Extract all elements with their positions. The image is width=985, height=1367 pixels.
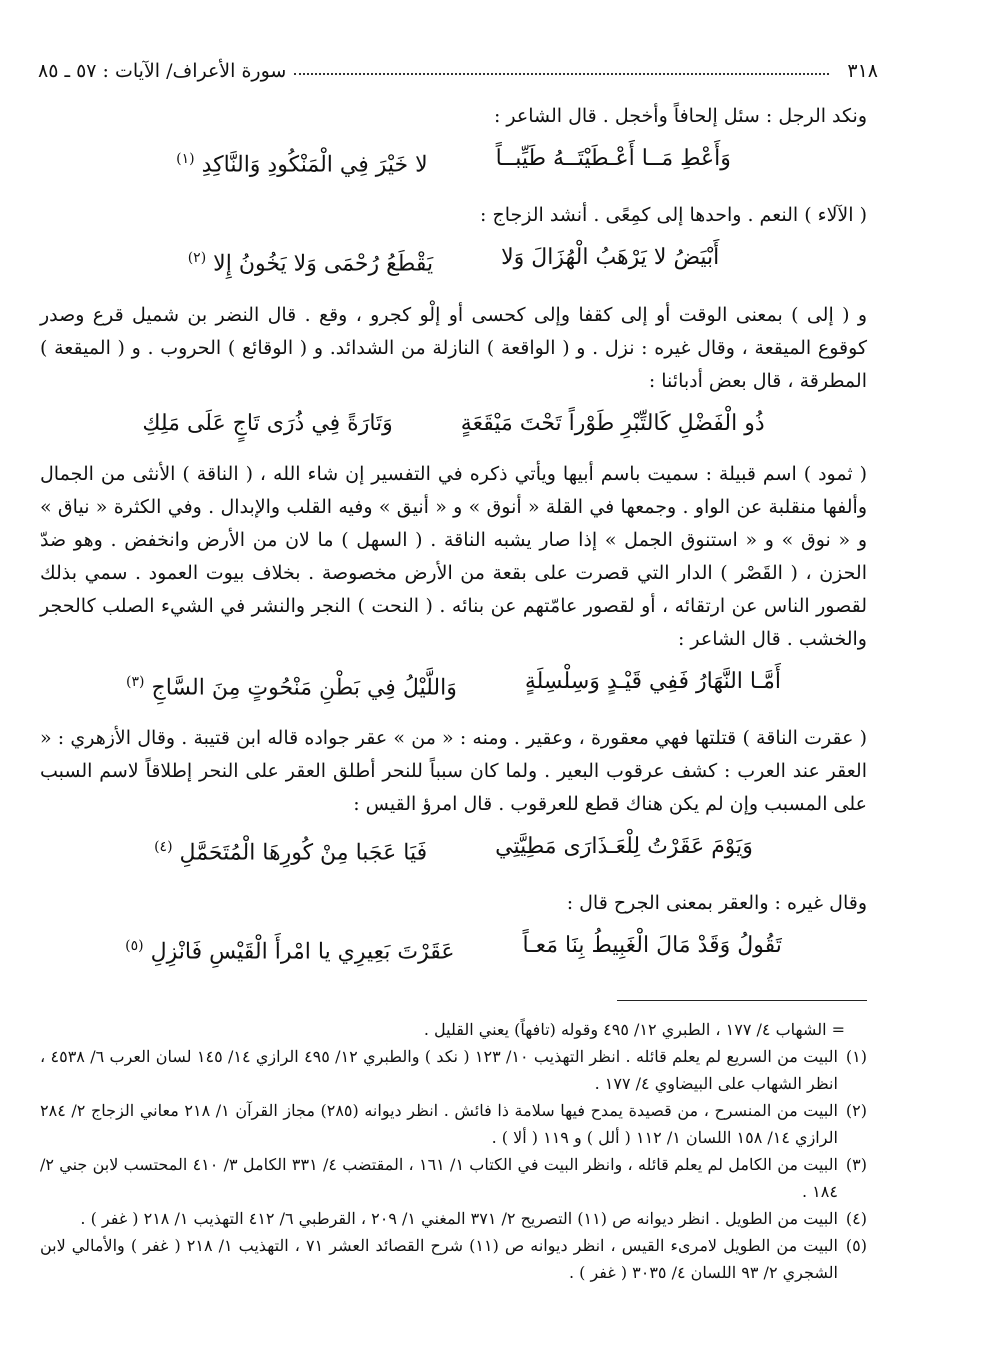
running-title: سورة الأعراف/ الآيات : ٥٧ ـ ٨٥ <box>38 60 287 82</box>
verse-first-hemistich: وَيَوْمَ عَقَرْتُ لِلْعَـذَارَى مَطِيَّتِي <box>495 833 753 859</box>
footnote <box>40 1205 867 1232</box>
footnote-text: البيت من السريع لم يعلم قائله . انظر التهذيب ١٠/ ١٢٣ ( نكد ) والطبري ١٢/ ٤٩٥ الرازي ١٤/ ١٤٥ لسان العرب ٦/ ٤٥٣٨ ، انظر الشهاب على البيضاوي ٤/ ١٧٧ . <box>40 1047 838 1093</box>
running-header <box>38 54 878 88</box>
poetry-verse <box>40 662 867 708</box>
footnote <box>40 1151 867 1205</box>
verse-first-hemistich: ذُو الْفَضْلِ كَالتِّبْرِ طَوْراً تَحْتَ مَيْقَعَةٍ <box>460 410 765 436</box>
footnote-ref: (٤) <box>154 838 173 855</box>
footnote-ref: (٢) <box>187 250 207 267</box>
footnote <box>40 1232 867 1286</box>
header-dotted-leader <box>294 73 829 75</box>
poetry-verse <box>40 404 867 444</box>
hemistich-text: وَاللَّيْلُ فِي بَطْنِ مَنْحُوتٍ مِنَ السَّاجِ <box>151 674 457 700</box>
paragraph: ونكد الرجل : سئل إلحافاً وأخجل . قال الشاعر : <box>493 105 867 127</box>
footnote-ref: (١) <box>176 151 195 167</box>
footnote-ref: (٣) <box>126 673 145 690</box>
paragraph: ( ثمود ) اسم قبيلة : سميت باسم أبيها ويأتي ذكره في التفسير إن شاء الله ، ( الناقة ) الأنثى من الجمال وألفها منقلبة عن الواو . وجمعها في القلة « أنوق » و « أنيق » وفيه القلب والإبدال . وفي الكثرة « نياق » و « نوق » و « استنوق الجمل » إذا صار يشبه الناقة . ( السهل ) ما لان من الأرض وانخفض . وهو ضدّ الحزن ، ( القَصْر ) الدار التي قصرت على بقعة من الأرض مخصوصة . بخلاف بيوت العمود . سمي بذلك لقصور الناس عن ارتقائه ، أو لقصور عامّتهم عن بنائه . ( النحت ) النجر والنشر في الشيء الصلب كالحجر والخشب . قال الشاعر : <box>40 462 867 650</box>
footnote-number: (٤) <box>845 1209 867 1228</box>
footnote-divider <box>617 1000 867 1001</box>
verse-first-hemistich: أَبْيَضُ لا يَرْهَبُ الْهُزَالَ وَلا <box>501 245 720 271</box>
footnotes <box>40 1016 867 1286</box>
verse-second-hemistich <box>176 139 428 185</box>
poetry-verse <box>40 827 867 873</box>
verse-second-hemistich <box>154 827 427 873</box>
footnote-text: البيت من الطويل . انظر ديوانه ص (١١) التصريح ٢/ ٣٧١ المغني ١/ ٢٠٩ ، القرطبي ٦/ ٤١٢ التهذيب ١/ ٢١٨ ( غفر ) . <box>80 1209 838 1228</box>
footnote <box>40 1097 867 1151</box>
poetry-verse <box>40 238 867 284</box>
hemistich-text: عَقَرْتَ بَعِيرِي يا امْرأَ الْقَيْسِ فَانْزِلِ <box>150 939 455 965</box>
verse-second-hemistich: وَتَارَةً فِي ذُرَى تَاجٍ عَلَى مَلِكِ <box>142 410 393 436</box>
verse-first-hemistich: تَقُولُ وَقَدْ مَالَ الْغَبِيطُ بِنَا مَعـاً <box>522 933 782 959</box>
footnote-text: البيت من الكامل لم يعلم قائله ، وانظر البيت في الكتاب ١/ ١٦١ ، المقتضب ٤/ ٣٣١ الكامل ٣/ ٤١٠ المحتسب لابن جني ٢/ ١٨٤ . <box>40 1155 838 1201</box>
footnote-number: (٢) <box>845 1101 867 1120</box>
poetry-verse <box>40 926 867 972</box>
footnote-text: البيت من المنسرح ، من قصيدة يمدح فيها سلامة ذا فائش . انظر ديوانه (٢٨٥) مجاز القرآن ١/ ٢١٨ معاني الزجاج ٢/ ٢٨٤ الرازي ١٤/ ١٥٨ اللسان ١/ ١١٢ ( ألل ) و ١١٩ ( ألا ) . <box>40 1101 838 1147</box>
paragraph: و ( إلى ) بمعنى الوقت أو إلى كقفا وإلى كحسى أو إلْو كجرو ، وقع . قال النضر بن شميل قرع وصدر كوقوع الميقعة ، وقال غيره : نزل . و ( الواقعة ) النازلة من الشدائد. و ( الوقائع ) الحروب . و ( الميقعة ) المطرقة ، قال بعض أدبائنا : <box>40 303 867 392</box>
footnote-text: البيت من الطويل لامرىء القيس ، انظر ديوانه ص (١١) شرح القصائد العشر ٧١ ، التهذيب ١/ ٢١٨ ( غفر ) والأمالي لابن الشجري ٢/ ٩٣ اللسان ٤/ ٣٠٣٥ ( غفر ) . <box>40 1236 838 1282</box>
verse-second-hemistich <box>188 238 433 284</box>
hemistich-text: لا خَيْرَ فِي الْمَنْكُودِ وَالنَّاكِدِ <box>201 152 428 178</box>
footnote-number: (١) <box>845 1047 867 1066</box>
verse-second-hemistich <box>126 662 457 708</box>
footnote-ref: (٥) <box>125 938 144 955</box>
hemistich-text: فَيَا عَجَبا مِنْ كُورِهَا الْمُتَحَمَّلِ <box>179 840 428 866</box>
hemistich-text: يَقْطَعُ رُحْمَى وَلا يَخُونُ إِلا <box>213 251 434 277</box>
footnote-number: (٣) <box>845 1155 867 1174</box>
page-number: ٣١٨ <box>847 60 878 82</box>
verse-first-hemistich: أَمَّـا النَّهَارُ فَفِي قَيْـدٍ وَسِلْسِلَةٍ <box>524 668 781 694</box>
verse-first-hemistich: وَأَعْطِ مَــا أَعْـطَيْتَــهُ طَيِّبــاً <box>495 146 731 171</box>
paragraph: ( الآلاء ) النعم . واحدها إلى كمِعًى . أنشد الزجاج : <box>480 204 867 227</box>
footnote-continuation: = الشهاب ٤/ ١٧٧ ، الطبري ١٢/ ٤٩٥ وقوله (تافهاً) يعني القليل . <box>423 1020 845 1039</box>
paragraph: ( عقرت الناقة ) قتلتها فهي معقورة ، وعقير . ومنه : « من » عقر جواده قاله ابن قتيبة . وقال الأزهري : « العقر عند العرب : كشف عرقوب البعير . ولما كان سبباً للنحر أطلق العقر على النحر إطلاقاً لاسم السبب على المسبب وإن لم يكن هناك قطع للعرقوب . قال امرؤ القيس : <box>40 726 867 815</box>
poetry-verse <box>40 139 867 185</box>
footnote <box>40 1043 867 1097</box>
footnote-number: (٥) <box>845 1236 867 1255</box>
verse-second-hemistich <box>125 926 454 972</box>
main-text <box>40 100 867 987</box>
paragraph: وقال غيره : والعقر بمعنى الجرح قال : <box>566 892 867 915</box>
